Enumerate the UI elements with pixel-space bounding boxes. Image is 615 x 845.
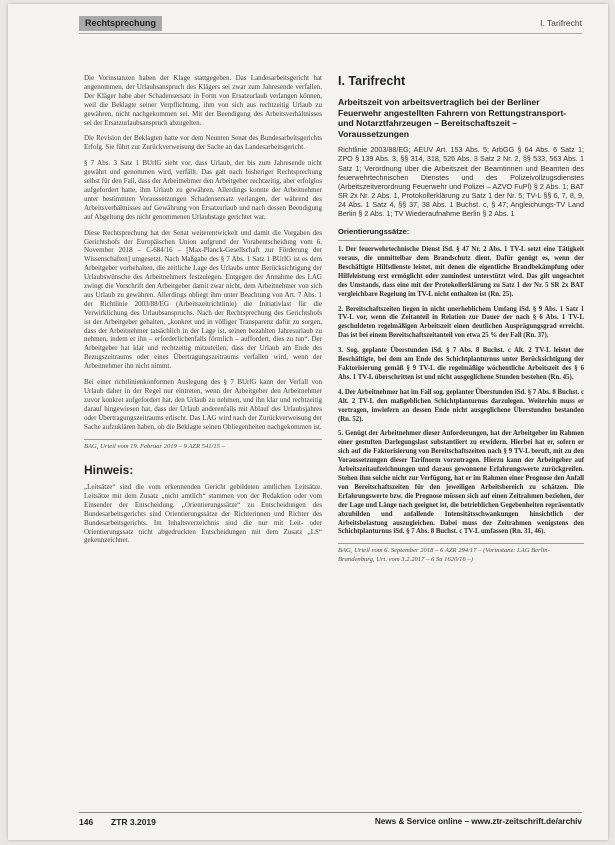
left-column [84, 74, 322, 552]
section-label: Rechtsprechung [79, 16, 162, 31]
orientation-heading: Orientierungssätze: [338, 227, 410, 237]
right-column [338, 74, 584, 564]
case-title: Arbeitszeit von arbeitsvertraglich bei der Berliner Feuerwehr angestellten Fahrern von Rettungstransport- und Notarztfahrzeugen – Bereitschaftszeit – Voraussetzungen [338, 97, 567, 139]
website-link[interactable]: News & Service online – www.ztr-zeitschrift.de/archiv [374, 817, 582, 826]
body-paragraph: § 7 Abs. 3 Satz 1 BUrlG sieht vor, dass Urlaub, der bis zum Jahresende nicht gewährt und genommen wird, verfällt. Das galt nach bisheriger Rechtsprechung selbst für den Fall, dass der Arbeitnehmer den Arbeitgeber rechtzeitig, aber erfolglos aufgefordert hatte, ihm Urlaub zu gewähren. Allerdings konnte der Arbeitnehmer unter bestimmten Voraussetzungen Schadensersatz verlangen, der während des Arbeitsverhältnisses auf Gewährung von Ersatzurlaub und nach dessen Beendigung auf Abgeltung des nicht genommenen Urlaubstage gerichtet war. [84, 159, 322, 221]
body-paragraph: Bei einer richtlinienkonformen Auslegung des § 7 BUrlG kann der Verfall von Urlaub daher in der Regel nur eintreten, wenn der Arbeitgeber den Arbeitnehmer zuvor konkret aufgefordert hat, den Urlaub zu nehmen, und ihn klar und rechtzeitig darauf hingewiesen hat, dass der Urlaub anderenfalls mit Ablauf des Urlaubsjahres oder Übertragungszeitraums erlischt. Das LAG wird nach der Zurückverweisung der Sache aufzuklären haben, ob die Beklagte seinen Obliegenheiten nachgekommen ist. [84, 378, 322, 431]
norms-list: Richtlinie 2003/88/EG; AEUV Art. 153 Abs. 5; ArbGG § 64 Abs. 6 Satz 1; ZPO § 139 Abs. 3, §§ 314, 318, 526 Abs. 3 Satz 2 Nr. 2, §§ 533, 563 Abs. 1 Satz 1; Verordnung über die Arbeitszeit der Beamtinnen und Beamten des feuerwehrtechnischen Dienstes und des Polizeivollzugsdienstes (Arbeitszeitverordnung Feuerwehr und Polizei – AZVO FuPl) § 2 Abs. 1; BAT SR 2x Nr. 2 Abs. 1, Protokollerklärung zu Satz 1 der Nr. 5; TV-L §§ 6, 7, 8, 9, 24 Abs. 1 Satz 4, §§ 37, 38 Abs. 1 Buchst. c, § 47; Angleichungs-TV Land Berlin § 2 Abs. 1; TV Wiederaufnahme Berlin § 2 Abs. 1 [338, 145, 584, 219]
orientation-rule [338, 240, 584, 241]
hinweis-text: „Leitsätze“ sind die vom erkennenden Gericht gebildeten amtlichen Leitsätze. Leitsätze mit dem Zusatz „nicht amtlich“ stammen von der Redaktion oder vom Einsender der Entscheidung. „Orientierungssätze“ zu Entscheidungen des Bundesarbeitsgerichts sind Orientierungssätze der Richterinnen und Richter des Bundesarbeitsgerichts. Im Inhaltsverzeichnis sind die nur mit Leit- oder Orientierungssatz nicht abgedruckten Entscheidungen mit dem Zusatz „LS“ gekennzeichnet. [84, 483, 322, 545]
orientation-sentence: 2. Bereitschaftszeiten liegen in nicht unerheblichem Umfang iSd. § 9 Abs. 1 Satz 1 TV-L vor, wenn die Zeitanteil in Relation zur Dauer der nach § 6 Abs. 1 TV-L geschuldeten regelmäßigen Arbeitszeit einen deutlichen Ausprägungsgrad erreicht. Das ist bei einem Bereitschaftszeitanteil von etwa 25 % der Fall (Rn. 37). [338, 305, 584, 340]
hinweis-heading: Hinweis: [84, 463, 134, 478]
section-heading: I. Tarifrecht [338, 74, 406, 88]
page-number: 146 [79, 817, 94, 827]
body-paragraph: Die Revision der Beklagten hatte vor dem Neunten Senat des Bundesarbeitsgerichts Erfolg. Sie führt zur Zurückverweisung der Sache an das Landesarbeitsgericht. [84, 134, 322, 152]
orientation-sentence: 5. Genügt der Arbeitnehmer dieser Anforderungen, hat der Arbeitgeber im Rahmen einer gestuften Darlegungslast substantiiert zu erwidern. Hierbei hat er, sofern er sich auf die Faktorisierung von Bereitschaftszeiten nach § 9 TV-L beruft, mit zu den Voraussetzungen dieser Tarifnorm vorzutragen. Hierzu kann der Arbeitgeber auf Arbeitszeitaufzeichnungen und daraus gewonnene Erfahrungswerte zurückgreifen. Stehen ihm solche nicht zur Verfügung, hat er im Rahmen einer Prognose den Anfall von Bereitschaftszeiten für den jeweiligen Arbeitsbereich zu schätzen. Die Erfahrungswerte bzw. die Prognose müssen sich auf einen Zeitrahmen beziehen, der der Lage und Länge nach geeignet ist, die betrieblichen Gegebenheiten repräsentativ abzubilden und anfallende Intensitätsschwankungen hinsichtlich der Arbeitsbelastung auszugleichen. Dabei muss der Zeitrahmen wenigstens den Schichtplanturnus iSd. § 7 Abs. 8 Buchst. c TV-L umfassen (Rn. 31, 46). [338, 430, 584, 536]
source-divider [84, 439, 322, 440]
orientation-sentence: 3. Sog. geplante Überstunden iSd. § 7 Abs. 8 Buchst. c Alt. 2 TV-L leistet der Beschäftigte, bei dem am Ende des Schichtplanturnus unter Berücksichtigung der Faktorisierung gemäß § 9 TV-L die regelmäßige wöchentliche Arbeitszeit des § 6 Abs. 1 TV-L überschritten ist und nicht ausgeglichene Stunden bestehen (Rn. 45). [338, 347, 584, 381]
page-header [79, 16, 582, 31]
orientation-sentence: 1. Der feuerwehrtechnische Dienst iSd. § 47 Nr. 2 Abs. 1 TV-L setzt eine Tätigkeit voraus, die unmittelbar dem Brandschutz dient. Dafür genügt es, wenn der Beschäftigte Hilfsdienste leistet, mit denen die eigentliche Brandbekämpfung oder Hilfeleistung erst ermöglicht oder zumindest unterstützt wird. Das gilt ungeachtet des Umstands, dass eine mit der Protokollerklärung zu Satz 1 der Nr. 5 SR 2x BAT vergleichbare Regelung im TV-L nicht enthalten ist (Rn. 25). [338, 246, 584, 298]
running-title: I. Tarifrecht [540, 18, 582, 28]
source-divider [338, 543, 584, 544]
journal-issue: ZTR 3.2019 [111, 817, 156, 827]
orientation-sentence: 4. Der Arbeitnehmer hat im Fall sog. geplanter Überstunden iSd. § 7 Abs. 8 Buchst. c Alt. 2 TV-L den maßgeblichen Schichtplanturnus darzulegen. Weiterhin muss er vortragen, inwiefern an dessen Ende nicht ausgeglichene Überstunden bestanden (Rn. 52). [338, 388, 584, 423]
body-paragraph: Die Vorinstanzen haben der Klage stattgegeben. Das Landesarbeitsgericht hat angenommen, der Urlaubsanspruch des Klägers sei zwar zum Jahresende verfallen. Der Kläger habe aber Schadensersatz in Form von Ersatzurlaub verlangen können, weil die Beklagte seiner Verpflichtung, ihm von sich aus rechtzeitig Urlaub zu gewähren, nicht nachgekommen sei. Mit der Beendigung des Arbeitsverhältnisses sei der Ersatzurlaubsanspruch abzugelten. [84, 74, 322, 127]
footer-rule [79, 812, 582, 813]
journal-page [8, 4, 608, 840]
body-paragraph: Diese Rechtsprechung hat der Senat weiterentwickelt und damit die Vorgaben des Gerichtshofs der Europäischen Union aufgrund der Vorabentscheidung vom 6. November 2018 – C-684/16 – [Max-Planck-Gesellschaft zur Förderung der Wissenschaften] umgesetzt. Nach Maßgabe des § 7 Abs. 1 Satz 1 BUrlG ist es dem Arbeitgeber vorbehalten, die zeitliche Lage des Urlaubs unter Berücksichtigung der Urlaubswünsche des Arbeitnehmers festzulegen. Entgegen der Annahme des LAG zwingt die Vorschrift den Arbeitgeber damit zwar nicht, dem Arbeitnehmer von sich aus Urlaub zu gewähren. Allerdings obliegt ihm unter Beachtung von Art. 7 Abs. 1 der Richtlinie 2003/88/EG (Arbeitszeitrichtlinie) die Initiativlast für die Verwirklichung des Urlaubsanspruchs. Nach der Rechtsprechung des Gerichtshofs ist der Arbeitgeber gehalten, „konkret und in völliger Transparenz dafür zu sorgen, dass der Arbeitnehmer tatsächlich in der Lage ist, seinen bezahlten Jahresurlaub zu nehmen, indem er ihn – erforderlichenfalls förmlich – auffordert, dies zu tun“. Der Arbeitgeber hat klar und rechtzeitig mitzuteilen, dass der Urlaub am Ende des Bezugszeitraums oder eines Übertragungszeitraums verfallen wird, wenn der Arbeitnehmer ihn nicht nimmt. [84, 228, 322, 371]
source-citation: BAG, Urteil vom 6. September 2018 – 6 AZR 294/17 – (Vorinstanz: LAG Berlin-Brandenburg, Urt. vom 3.2.2017 – 6 Sa 1620/16 –) [338, 547, 550, 563]
header-rule [79, 33, 582, 34]
page-footer [79, 812, 582, 826]
source-citation: BAG, Urteil vom 19. Februar 2019 – 9 AZR 541/15 – [84, 442, 225, 450]
